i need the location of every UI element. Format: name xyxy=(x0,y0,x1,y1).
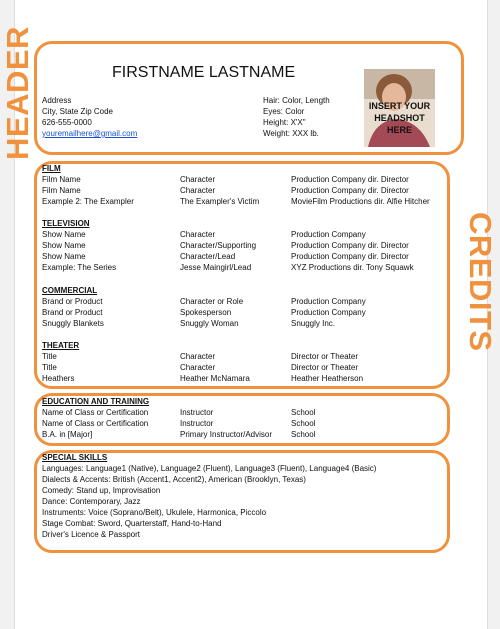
tv-row-4-company: XYZ Productions dir. Tony Squawk xyxy=(291,263,414,272)
theater-row-3-role: Heather McNamara xyxy=(180,374,250,383)
email-link[interactable]: youremailhere@gmail.com xyxy=(42,129,138,138)
film-row-3-title: Example 2: The Exampler xyxy=(42,197,134,206)
film-row-1-company: Production Company dir. Director xyxy=(291,175,409,184)
skill-dance: Dance: Contemporary, Jazz xyxy=(42,497,141,506)
film-row-2-role: Character xyxy=(180,186,216,195)
credits-side-label: CREDITS xyxy=(463,212,498,352)
header-side-label: HEADER xyxy=(0,26,35,160)
headshot-caption xyxy=(364,100,435,136)
tv-row-1-company: Production Company xyxy=(291,230,366,239)
commercial-row-3-title: Snuggly Blankets xyxy=(42,319,104,328)
theater-row-1-role: Character xyxy=(180,352,216,361)
tv-row-1-role: Character xyxy=(180,230,216,239)
headshot-caption-line-2: HEADSHOT xyxy=(374,113,425,123)
commercial-row-2-role: Spokesperson xyxy=(180,308,232,317)
phone-number: 626-555-0000 xyxy=(42,118,92,127)
weight-stat: Weight: XXX lb. xyxy=(263,129,319,138)
education-row-1-instructor: Instructor xyxy=(180,408,214,417)
television-heading: TELEVISION xyxy=(42,219,90,228)
hair-stat: Hair: Color, Length xyxy=(263,96,330,105)
film-row-1-title: Film Name xyxy=(42,175,81,184)
education-row-2-class: Name of Class or Certification xyxy=(42,419,149,428)
actor-name: FIRSTNAME LASTNAME xyxy=(112,64,296,81)
film-row-1-role: Character xyxy=(180,175,216,184)
tv-row-4-title: Example: The Series xyxy=(42,263,117,272)
film-row-2-title: Film Name xyxy=(42,186,81,195)
tv-row-3-company: Production Company dir. Director xyxy=(291,252,409,261)
tv-row-3-title: Show Name xyxy=(42,252,86,261)
special-skills-heading: SPECIAL SKILLS xyxy=(42,453,108,462)
education-heading: EDUCATION AND TRAINING xyxy=(42,397,150,406)
film-heading: FILM xyxy=(42,164,61,173)
headshot-placeholder xyxy=(364,69,435,147)
tv-row-4-role: Jesse Maingirl/Lead xyxy=(180,263,252,272)
film-row-3-company: MovieFilm Productions dir. Alfie Hitcher xyxy=(291,197,430,206)
tv-row-2-role: Character/Supporting xyxy=(180,241,257,250)
credits-section-frame xyxy=(34,161,450,389)
commercial-row-3-role: Snuggly Woman xyxy=(180,319,239,328)
education-row-1-class: Name of Class or Certification xyxy=(42,408,149,417)
city-state-line: City, State Zip Code xyxy=(42,107,113,116)
tv-row-2-company: Production Company dir. Director xyxy=(291,241,409,250)
education-row-1-school: School xyxy=(291,408,316,417)
theater-row-2-title: Title xyxy=(42,363,57,372)
skill-license: Driver's Licence & Passport xyxy=(42,530,141,539)
theater-heading: THEATER xyxy=(42,341,80,350)
education-row-3-school: School xyxy=(291,430,316,439)
skill-stage-combat: Stage Combat: Sword, Quarterstaff, Hand-to-Hand xyxy=(42,519,222,528)
education-row-3-class: B.A. in [Major] xyxy=(42,430,93,439)
education-row-2-instructor: Instructor xyxy=(180,419,214,428)
skill-languages: Languages: Language1 (Native), Language2 (Fluent), Language3 (Fluent), Language4 (Basic) xyxy=(42,464,377,473)
commercial-row-2-company: Production Company xyxy=(291,308,366,317)
tv-row-1-title: Show Name xyxy=(42,230,86,239)
education-row-3-instructor: Primary Instructor/Advisor xyxy=(180,430,273,439)
commercial-row-2-title: Brand or Product xyxy=(42,308,103,317)
tv-row-2-title: Show Name xyxy=(42,241,86,250)
tv-row-3-role: Character/Lead xyxy=(180,252,236,261)
headshot-caption-line-1: INSERT YOUR xyxy=(368,101,431,111)
theater-row-1-title: Title xyxy=(42,352,57,361)
eyes-stat: Eyes: Color xyxy=(263,107,305,116)
commercial-heading: COMMERCIAL xyxy=(42,286,98,295)
headshot-caption-line-3: HERE xyxy=(386,125,412,135)
commercial-row-1-role: Character or Role xyxy=(180,297,244,306)
commercial-row-1-company: Production Company xyxy=(291,297,366,306)
theater-row-3-title: Heathers xyxy=(42,374,75,383)
education-row-2-school: School xyxy=(291,419,316,428)
commercial-row-1-title: Brand or Product xyxy=(42,297,103,306)
height-stat: Height: X'X" xyxy=(263,118,306,127)
skill-instruments: Instruments: Voice (Soprano/Belt), Ukulele, Harmonica, Piccolo xyxy=(42,508,267,517)
film-row-3-role: The Exampler's Victim xyxy=(180,197,260,206)
theater-row-2-company: Director or Theater xyxy=(291,363,358,372)
theater-row-1-company: Director or Theater xyxy=(291,352,358,361)
theater-row-3-company: Heather Heatherson xyxy=(291,374,364,383)
commercial-row-3-company: Snuggly Inc. xyxy=(291,319,336,328)
skill-comedy: Comedy: Stand up, Improvisation xyxy=(42,486,161,495)
film-row-2-company: Production Company dir. Director xyxy=(291,186,409,195)
address-line: Address xyxy=(42,96,72,105)
skill-dialects: Dialects & Accents: British (Accent1, Accent2), American (Brooklyn, Texas) xyxy=(42,475,306,484)
theater-row-2-role: Character xyxy=(180,363,216,372)
